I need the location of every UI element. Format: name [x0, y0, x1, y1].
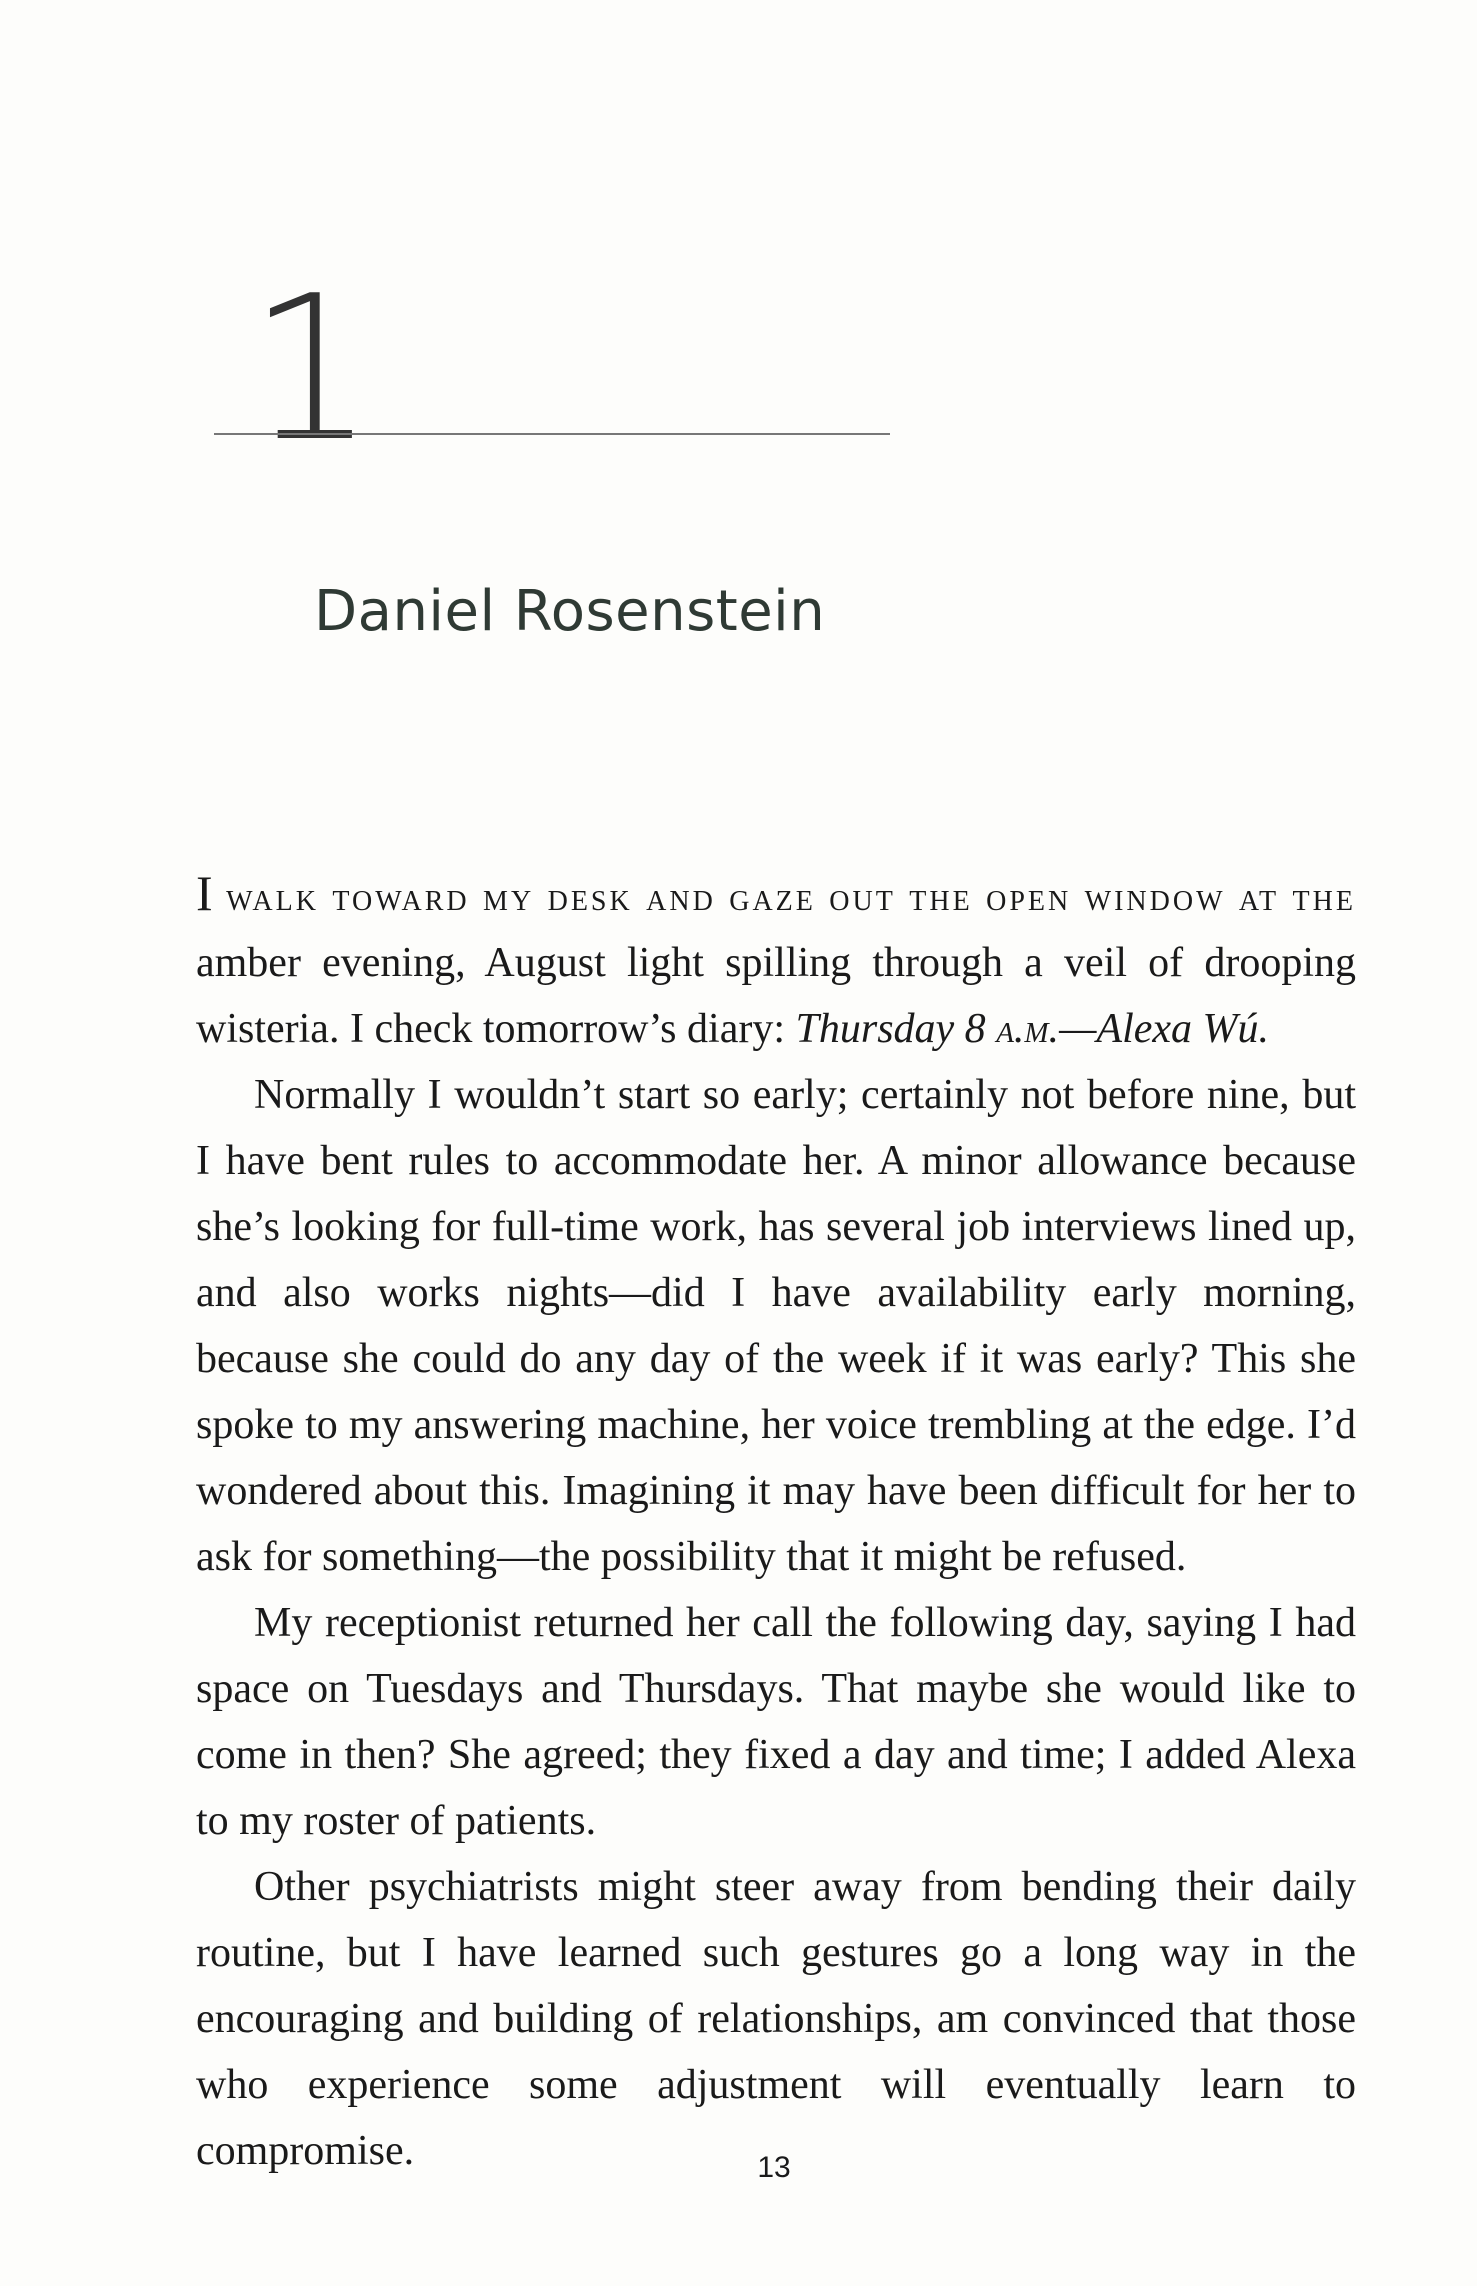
chapter-title: Daniel Rosenstein — [314, 579, 826, 644]
diary-entry-time: a.m. — [985, 1006, 1060, 1052]
chapter-body — [196, 860, 1356, 2184]
diary-entry-name: —Alexa Wú. — [1059, 1006, 1270, 1052]
paragraph-1 — [196, 860, 1356, 1062]
paragraph-1-text: amber evening, August light spilling through a veil of drooping wisteria. I check tomorrow’s diary: — [196, 940, 1356, 1052]
chapter-number: 1 — [248, 253, 376, 486]
paragraph-3: My receptionist returned her call the following day, saying I had space on Tuesdays and Thursdays. That maybe she would like to come in then? She agreed; they fixed a day and time; I added Alexa to my roster of patients. — [196, 1600, 1356, 1844]
opening-initial: I — [196, 865, 213, 921]
paragraph-4: Other psychiatrists might steer away from bending their daily routine, but I have learned such gestures go a long way in the encouraging and building of relationships, am convinced that those who experience some adjustment will eventually learn to compromise. — [196, 1864, 1356, 2174]
chapter-rule — [214, 433, 890, 435]
paragraph-2: Normally I wouldn’t start so early; certainly not before nine, but I have bent rules to accommodate her. A minor allowance because she’s looking for full-time work, has several job interviews lined up, and also works nights—did I have availability early morning, because she could do any day of the week if it was early? This she spoke to my answering machine, her voice trembling at the edge. I’d wondered about this. Imagining it may have been difficult for her to ask for something—the possibility that it might be refused. — [196, 1072, 1356, 1580]
opening-small-caps: walk toward my desk and gaze out the open window at the — [212, 874, 1356, 919]
page-number: 13 — [757, 2151, 791, 2184]
diary-entry-day: Thursday 8 — [795, 1006, 986, 1052]
